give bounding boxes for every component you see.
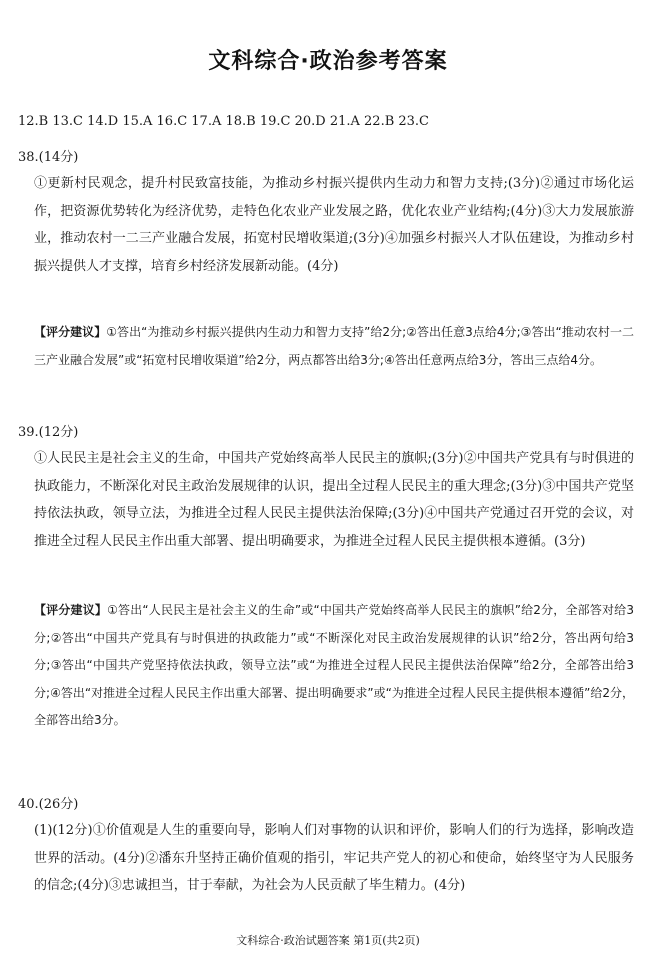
page-footer: 文科综合·政治试题答案 第1页(共2页) xyxy=(236,934,420,947)
question-38-scoring-advice xyxy=(34,319,634,374)
question-38-heading: 38.(14分) xyxy=(18,150,79,165)
scoring-advice-text: ①答出“为推动乡村振兴提供内生动力和智力支持”给2分;②答出任意3点给4分;③答出“推动农村一二三产业融合发展”或“拓宽村民增收渠道”给2分，两点都答出给3分;④答出任意两点给3分，答出三点给4分。 xyxy=(34,325,634,367)
question-39-answer: ①人民民主是社会主义的生命，中国共产党始终高举人民民主的旗帜;(3分)②中国共产党具有与时俱进的执政能力，不断深化对民主政治发展规律的认识，提出全过程人民民主的重大理念;(3分)③中国共产党坚持依法执政，领导立法，为推进全过程人民民主提供法治保障;(3分)④中国共产党通过召开党的会议，对推进全过程人民民主作出重大部署、提出明确要求，为推进全过程人民民主提供根本遵循。(3分) xyxy=(34,451,634,549)
page-title: 文科综合·政治参考答案 xyxy=(208,49,448,74)
question-39-heading: 39.(12分) xyxy=(18,425,79,440)
scoring-advice-tag: 【评分建议】 xyxy=(34,603,108,617)
scoring-advice-tag: 【评分建议】 xyxy=(34,325,107,339)
question-38-answer: ①更新村民观念，提升村民致富技能，为推动乡村振兴提供内生动力和智力支持;(3分)②通过市场化运作，把资源优势转化为经济优势，走特色化农业产业发展之路，优化农业产业结构;(4分)③大力发展旅游业，推动农村一二三产业融合发展，拓宽村民增收渠道;(3分)④加强乡村振兴人才队伍建设，为推动乡村振兴提供人才支撑，培育乡村经济发展新动能。(4分) xyxy=(34,176,634,274)
scoring-advice-text: ①答出“人民民主是社会主义的生命”或“中国共产党始终高举人民民主的旗帜”给2分，全部答对给3分;②答出“中国共产党具有与时俱进的执政能力”或“不断深化对民主政治发展规律的认识”给2分，答出两句给3分;③答出“中国共产党坚持依法执政，领导立法”或“为推进全过程人民民主提供法治保障”给2分，全部答出给3分;④答出“对推进全过程人民民主作出重大部署、提出明确要求”或“为推进全过程人民民主提供根本遵循”给2分，全部答出给3分。 xyxy=(34,603,634,727)
question-40-heading: 40.(26分) xyxy=(18,797,79,812)
multiple-choice-answers: 12.B 13.C 14.D 15.A 16.C 17.A 18.B 19.C 20.D 21.A 22.B 23.C xyxy=(18,114,430,129)
question-39-scoring-advice xyxy=(34,597,634,735)
question-40-answer: (1)(12分)①价值观是人生的重要向导，影响人们对事物的认识和评价，影响人们的行为选择，影响改造世界的活动。(4分)②潘东升坚持正确价值观的指引，牢记共产党人的初心和使命，始终坚守为人民服务的信念;(4分)③忠诚担当，甘于奉献，为社会为人民贡献了毕生精力。(4分) xyxy=(34,823,634,893)
